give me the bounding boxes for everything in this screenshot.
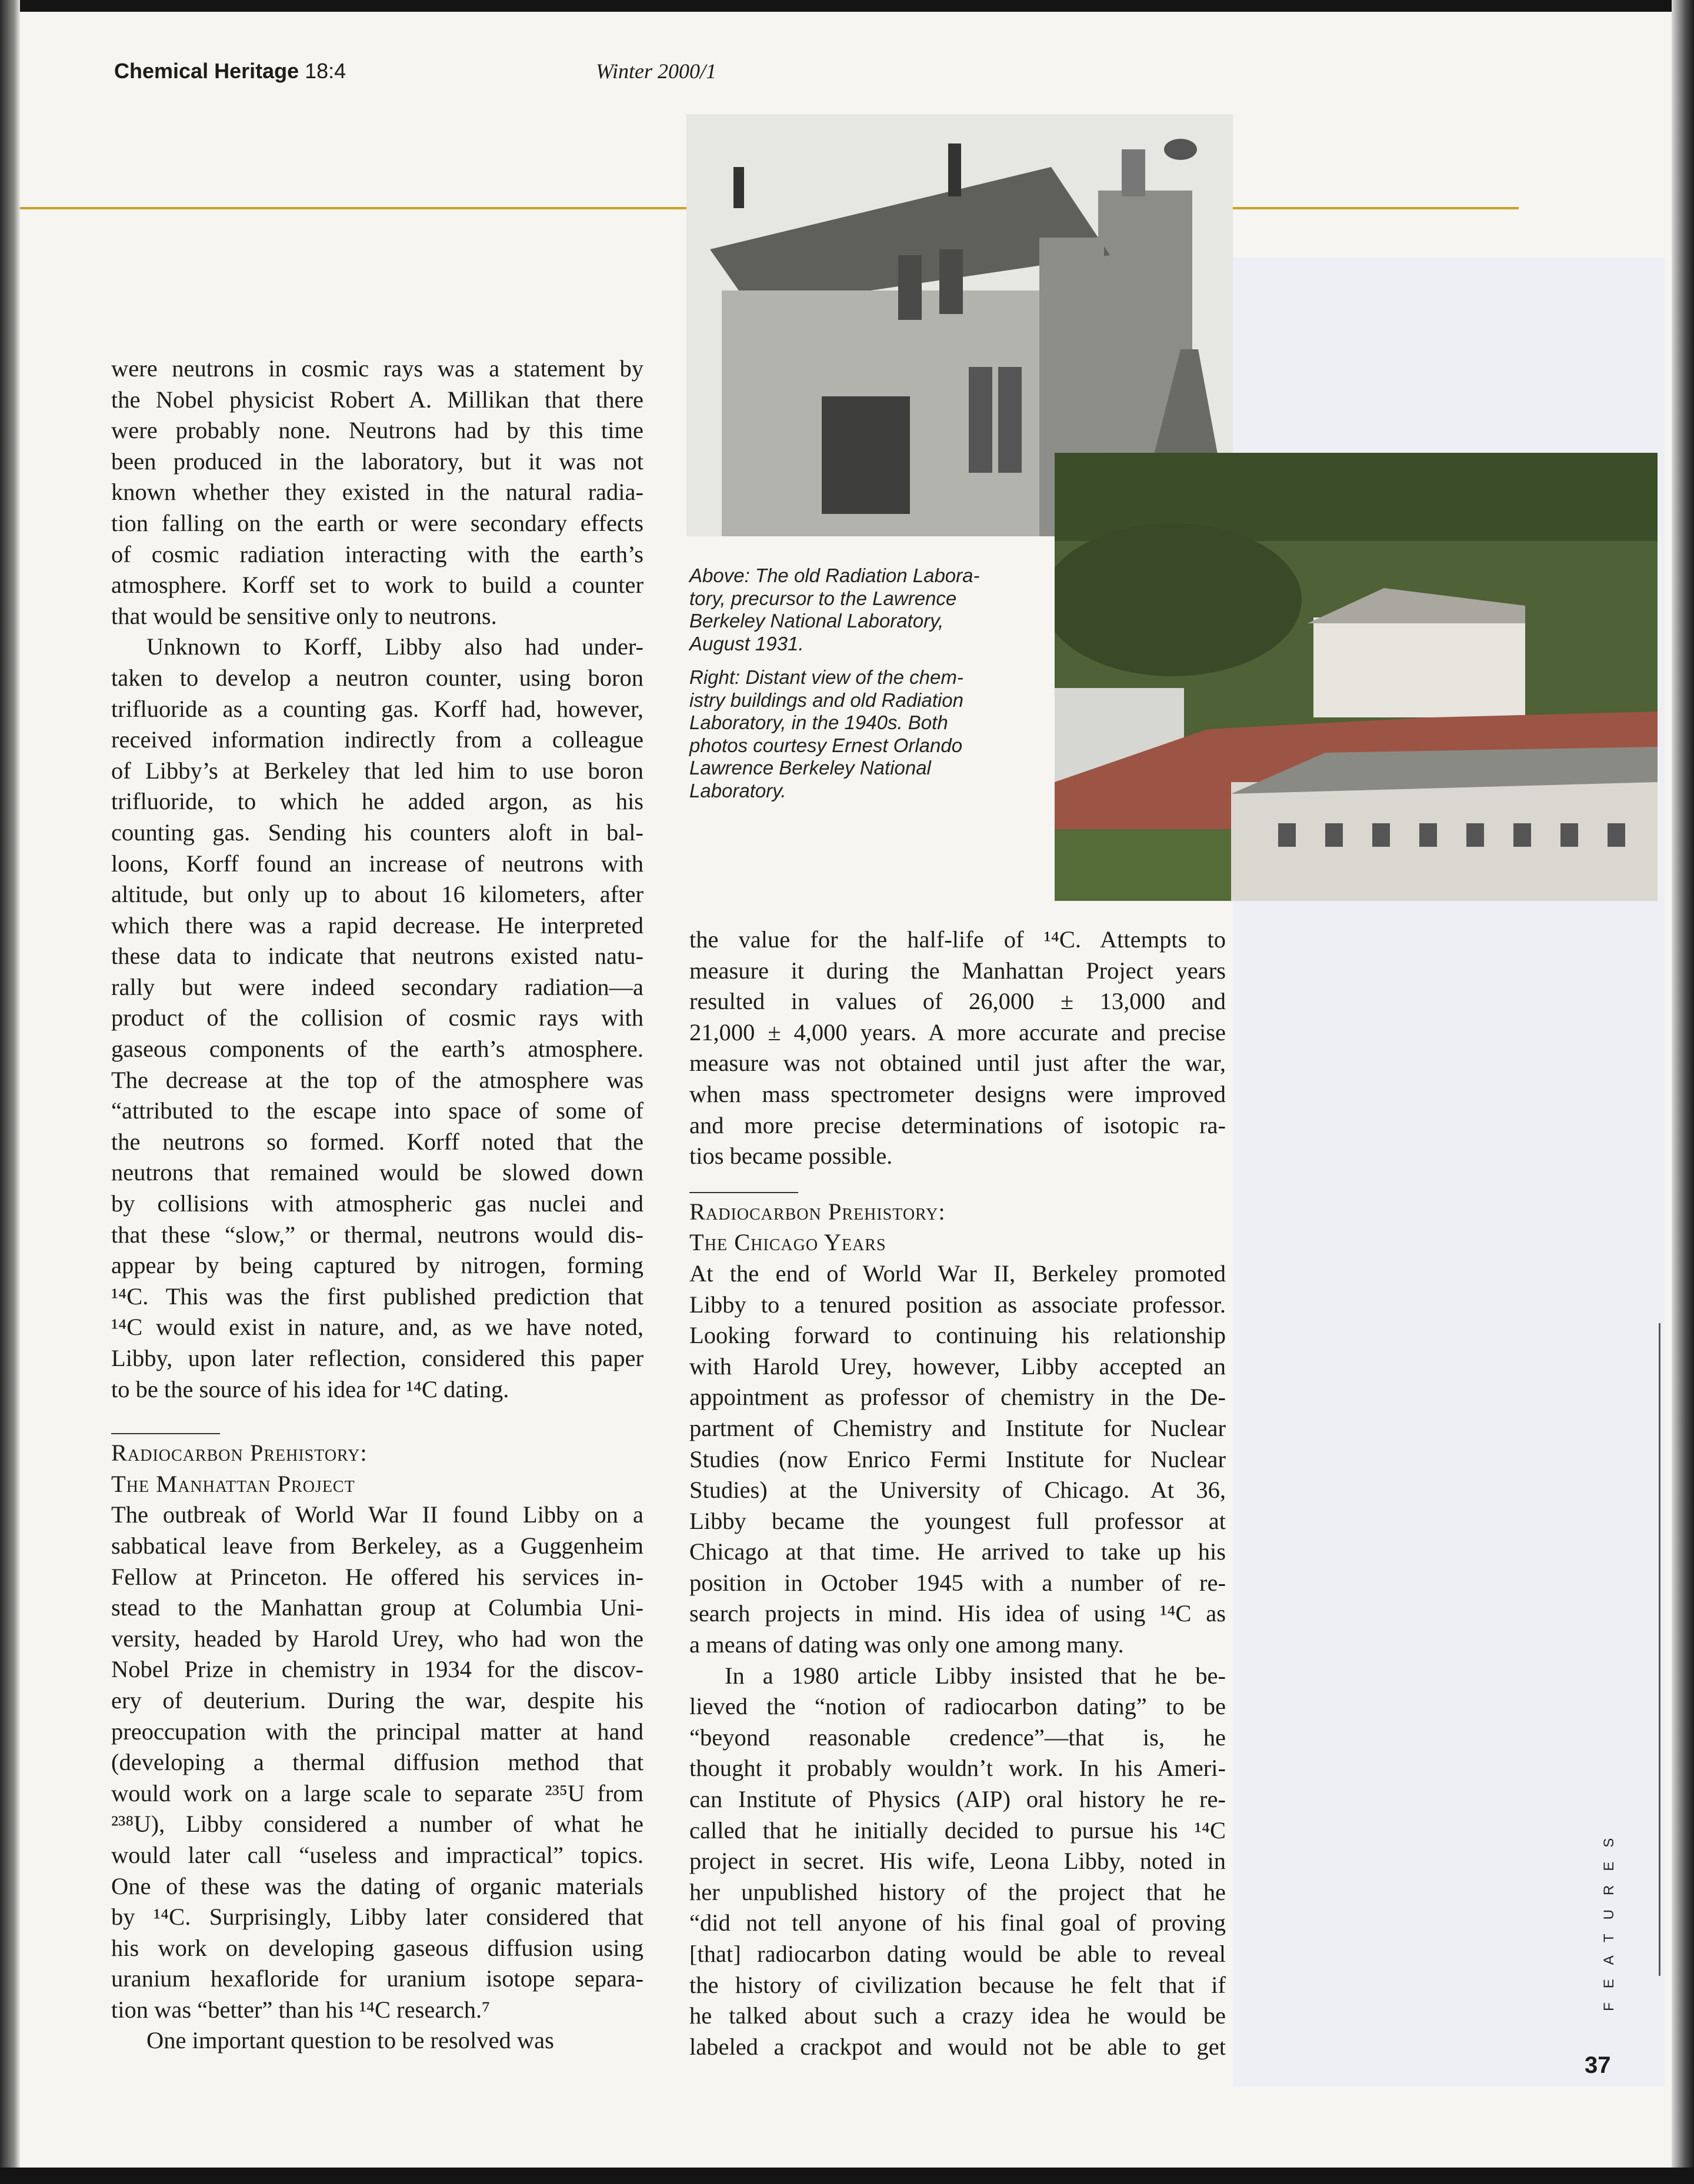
caption-line: August 1931.	[689, 632, 804, 654]
text-line: were probably none. Neutrons had by this time	[111, 417, 643, 444]
text-line: measure it during the Manhattan Project years	[689, 957, 1226, 984]
text-line: her unpublished history of the project that he	[689, 1878, 1226, 1905]
text-line: ¹⁴C. This was the first published prediction that	[111, 1283, 643, 1310]
text-line: sabbatical leave from Berkeley, as a Guggenheim	[111, 1532, 643, 1559]
text-line: appear by being captured by nitrogen, forming	[111, 1252, 643, 1279]
text-line: that would be sensitive only to neutrons.	[111, 602, 497, 629]
text-line: when mass spectrometer designs were improved	[689, 1080, 1226, 1107]
text-line: tion falling on the earth or were secondary effects	[111, 509, 643, 536]
text-line: and more precise determinations of isotopic ra-	[689, 1111, 1226, 1138]
panel-divider	[1659, 1323, 1660, 1976]
text-line: altitude, but only up to about 16 kilometers, after	[111, 881, 643, 908]
text-line: The outbreak of World War II found Libby on a	[111, 1501, 643, 1528]
photo-chemistry-buildings-aerial	[1055, 453, 1658, 901]
text-line: these data to indicate that neutrons existed natu-	[111, 943, 643, 970]
text-line: (developing a thermal diffusion method that	[111, 1749, 643, 1776]
text-line: trifluoride, to which he added argon, as his	[111, 788, 643, 815]
text-line: preoccupation with the principal matter at hand	[111, 1718, 643, 1745]
issue-number: 18:4	[305, 59, 346, 83]
text-line: labeled a crackpot and would not be able to get	[689, 2033, 1226, 2060]
text-line: received information indirectly from a colleague	[111, 726, 643, 753]
text-line: the value for the half-life of ¹⁴C. Attempts to	[689, 926, 1226, 953]
text-line: lieved the “notion of radiocarbon dating” to be	[689, 1693, 1226, 1720]
text-line: 21,000 ± 4,000 years. A more accurate and precise	[689, 1018, 1226, 1046]
text-line: rally but were indeed secondary radiation—a	[111, 973, 643, 1000]
text-line: counting gas. Sending his counters aloft in bal-	[111, 819, 643, 846]
text-line: would work on a large scale to separate ²³⁵U from	[111, 1779, 643, 1806]
text-line: The decrease at the top of the atmosphere was	[111, 1066, 643, 1093]
scan-border-right	[1672, 0, 1694, 2184]
text-line: appointment as professor of chemistry in the De-	[689, 1384, 1226, 1411]
heading-rule	[689, 1192, 798, 1193]
text-line: by collisions with atmospheric gas nuclei and	[111, 1190, 643, 1217]
text-line: he talked about such a crazy idea he would be	[689, 2002, 1226, 2029]
page-gutter	[0, 0, 20, 2184]
text-line: were neutrons in cosmic rays was a statement by	[111, 355, 643, 382]
text-line: project in secret. His wife, Leona Libby, noted in	[689, 1848, 1226, 1875]
text-line: “beyond reasonable credence”—that is, he	[689, 1724, 1226, 1751]
text-line: trifluoride as a counting gas. Korff had, however,	[111, 695, 643, 722]
text-line: loons, Korff found an increase of neutrons with	[111, 850, 643, 877]
text-line: search projects in mind. His idea of using ¹⁴C as	[689, 1600, 1226, 1627]
photo-caption	[689, 565, 1019, 813]
issue-season: Winter 2000/1	[596, 59, 716, 83]
text-line: thought it probably wouldn’t work. In his Ameri-	[689, 1755, 1226, 1782]
text-line: of Libby’s at Berkeley that led him to use boron	[111, 757, 643, 784]
caption-line: Above: The old Radiation Labora-	[689, 565, 980, 586]
scan-border-bottom	[0, 2168, 1694, 2184]
text-line: been produced in the laboratory, but it was not	[111, 448, 643, 475]
text-line: the Nobel physicist Robert A. Millikan that there	[111, 386, 643, 413]
text-line: would later call “useless and impractical” topics.	[111, 1841, 643, 1868]
text-line: neutrons that remained would be slowed down	[111, 1159, 643, 1186]
section-heading-line: The Manhattan Project	[111, 1470, 355, 1497]
text-line: uranium hexafloride for uranium isotope separa-	[111, 1965, 643, 1992]
section-tab-features: FEATURES	[1601, 1824, 1617, 2011]
text-line: ²³⁸U), Libby considered a number of what he	[111, 1811, 643, 1838]
text-line: atmosphere. Korff set to work to build a counter	[111, 572, 643, 599]
text-line: called that he initially decided to pursue his ¹⁴C	[689, 1816, 1226, 1844]
text-line: with Harold Urey, however, Libby accepted an	[689, 1353, 1226, 1380]
caption-line: Right: Distant view of the chem-	[689, 666, 963, 688]
text-line: gaseous components of the earth’s atmosphere.	[111, 1036, 643, 1063]
section-heading-line: The Chicago Years	[689, 1229, 886, 1256]
caption-line: photos courtesy Ernest Orlando	[689, 734, 963, 756]
caption-line: Laboratory, in the 1940s. Both	[689, 712, 948, 733]
section-heading	[111, 1431, 643, 1500]
text-line: that these “slow,” or thermal, neutrons would dis-	[111, 1221, 643, 1248]
text-line: product of the collision of cosmic rays with	[111, 1004, 643, 1031]
text-line: One of these was the dating of organic materials	[111, 1872, 643, 1899]
text-line: ery of deuterium. During the war, despite his	[111, 1687, 643, 1714]
caption-above	[689, 565, 1019, 655]
text-line: position in October 1945 with a number of re-	[689, 1569, 1226, 1596]
text-line: At the end of World War II, Berkeley promoted	[689, 1260, 1226, 1287]
article-column-left	[111, 353, 643, 2056]
text-line: Libby, upon later reflection, considered this paper	[111, 1345, 643, 1371]
header-rule-right	[1233, 207, 1519, 209]
page-number: 37	[1585, 2052, 1611, 2078]
scan-border-top	[0, 0, 1694, 12]
text-line: tios became possible.	[689, 1143, 893, 1170]
text-line: the history of civilization because he felt that if	[689, 1971, 1226, 1998]
text-line: measure was not obtained until just after the war,	[689, 1050, 1226, 1077]
text-line: In a 1980 article Libby insisted that he be-	[725, 1662, 1226, 1689]
heading-rule	[111, 1433, 220, 1434]
text-line: [that] radiocarbon dating would be able to reveal	[689, 1941, 1226, 1967]
text-line: his work on developing gaseous diffusion using	[111, 1934, 643, 1961]
text-line: a means of dating was only one among many.	[689, 1631, 1124, 1658]
section-heading-line: Radiocarbon Prehistory:	[689, 1198, 946, 1225]
text-line: Looking forward to continuing his relationship	[689, 1322, 1226, 1349]
caption-line: Laboratory.	[689, 779, 786, 802]
header-rule	[20, 207, 686, 209]
text-line: “did not tell anyone of his final goal of proving	[689, 1909, 1226, 1936]
text-line: to be the source of his idea for ¹⁴C dating.	[111, 1375, 509, 1402]
caption-line: tory, precursor to the Lawrence	[689, 587, 957, 609]
publication-title: Chemical Heritage	[114, 59, 299, 83]
caption-line: Lawrence Berkeley National	[689, 757, 931, 779]
text-line: One important question to be resolved was	[146, 2027, 554, 2054]
article-column-right	[689, 924, 1226, 2062]
text-line: of cosmic radiation interacting with the earth’s	[111, 540, 643, 567]
text-line: versity, headed by Harold Urey, who had won the	[111, 1625, 643, 1652]
text-line: known whether they existed in the natural radia-	[111, 479, 643, 506]
section-heading-line: Radiocarbon Prehistory:	[111, 1440, 368, 1467]
running-head	[114, 59, 346, 84]
text-line: Fellow at Princeton. He offered his services in-	[111, 1563, 643, 1590]
text-line: ¹⁴C would exist in nature, and, as we have noted,	[111, 1314, 643, 1341]
section-heading	[689, 1190, 1226, 1258]
text-line: Unknown to Korff, Libby also had under-	[146, 633, 643, 660]
text-line: Libby became the youngest full professor at	[689, 1507, 1226, 1534]
text-line: tion was “better” than his ¹⁴C research.⁷	[111, 1996, 491, 2023]
text-line: which there was a rapid decrease. He interpreted	[111, 911, 643, 939]
text-line: the neutrons so formed. Korff noted that the	[111, 1128, 643, 1155]
text-line: taken to develop a neutron counter, using boron	[111, 664, 643, 691]
text-line: stead to the Manhattan group at Columbia Uni-	[111, 1594, 643, 1621]
text-line: Libby to a tenured position as associate professor.	[689, 1291, 1226, 1318]
text-line: can Institute of Physics (AIP) oral history he re-	[689, 1786, 1226, 1813]
caption-line: Berkeley National Laboratory,	[689, 610, 944, 632]
caption-right	[689, 666, 1019, 802]
text-line: Chicago at that time. He arrived to take up his	[689, 1538, 1226, 1565]
text-line: resulted in values of 26,000 ± 13,000 and	[689, 988, 1226, 1015]
text-line: “attributed to the escape into space of some of	[111, 1097, 643, 1124]
text-line: partment of Chemistry and Institute for Nuclear	[689, 1414, 1226, 1441]
text-line: Studies (now Enrico Fermi Institute for Nuclear	[689, 1445, 1226, 1472]
caption-line: istry buildings and old Radiation	[689, 689, 963, 711]
text-line: by ¹⁴C. Surprisingly, Libby later considered that	[111, 1904, 643, 1931]
text-line: Studies) at the University of Chicago. At 36,	[689, 1477, 1226, 1504]
text-line: Nobel Prize in chemistry in 1934 for the discov-	[111, 1656, 643, 1683]
